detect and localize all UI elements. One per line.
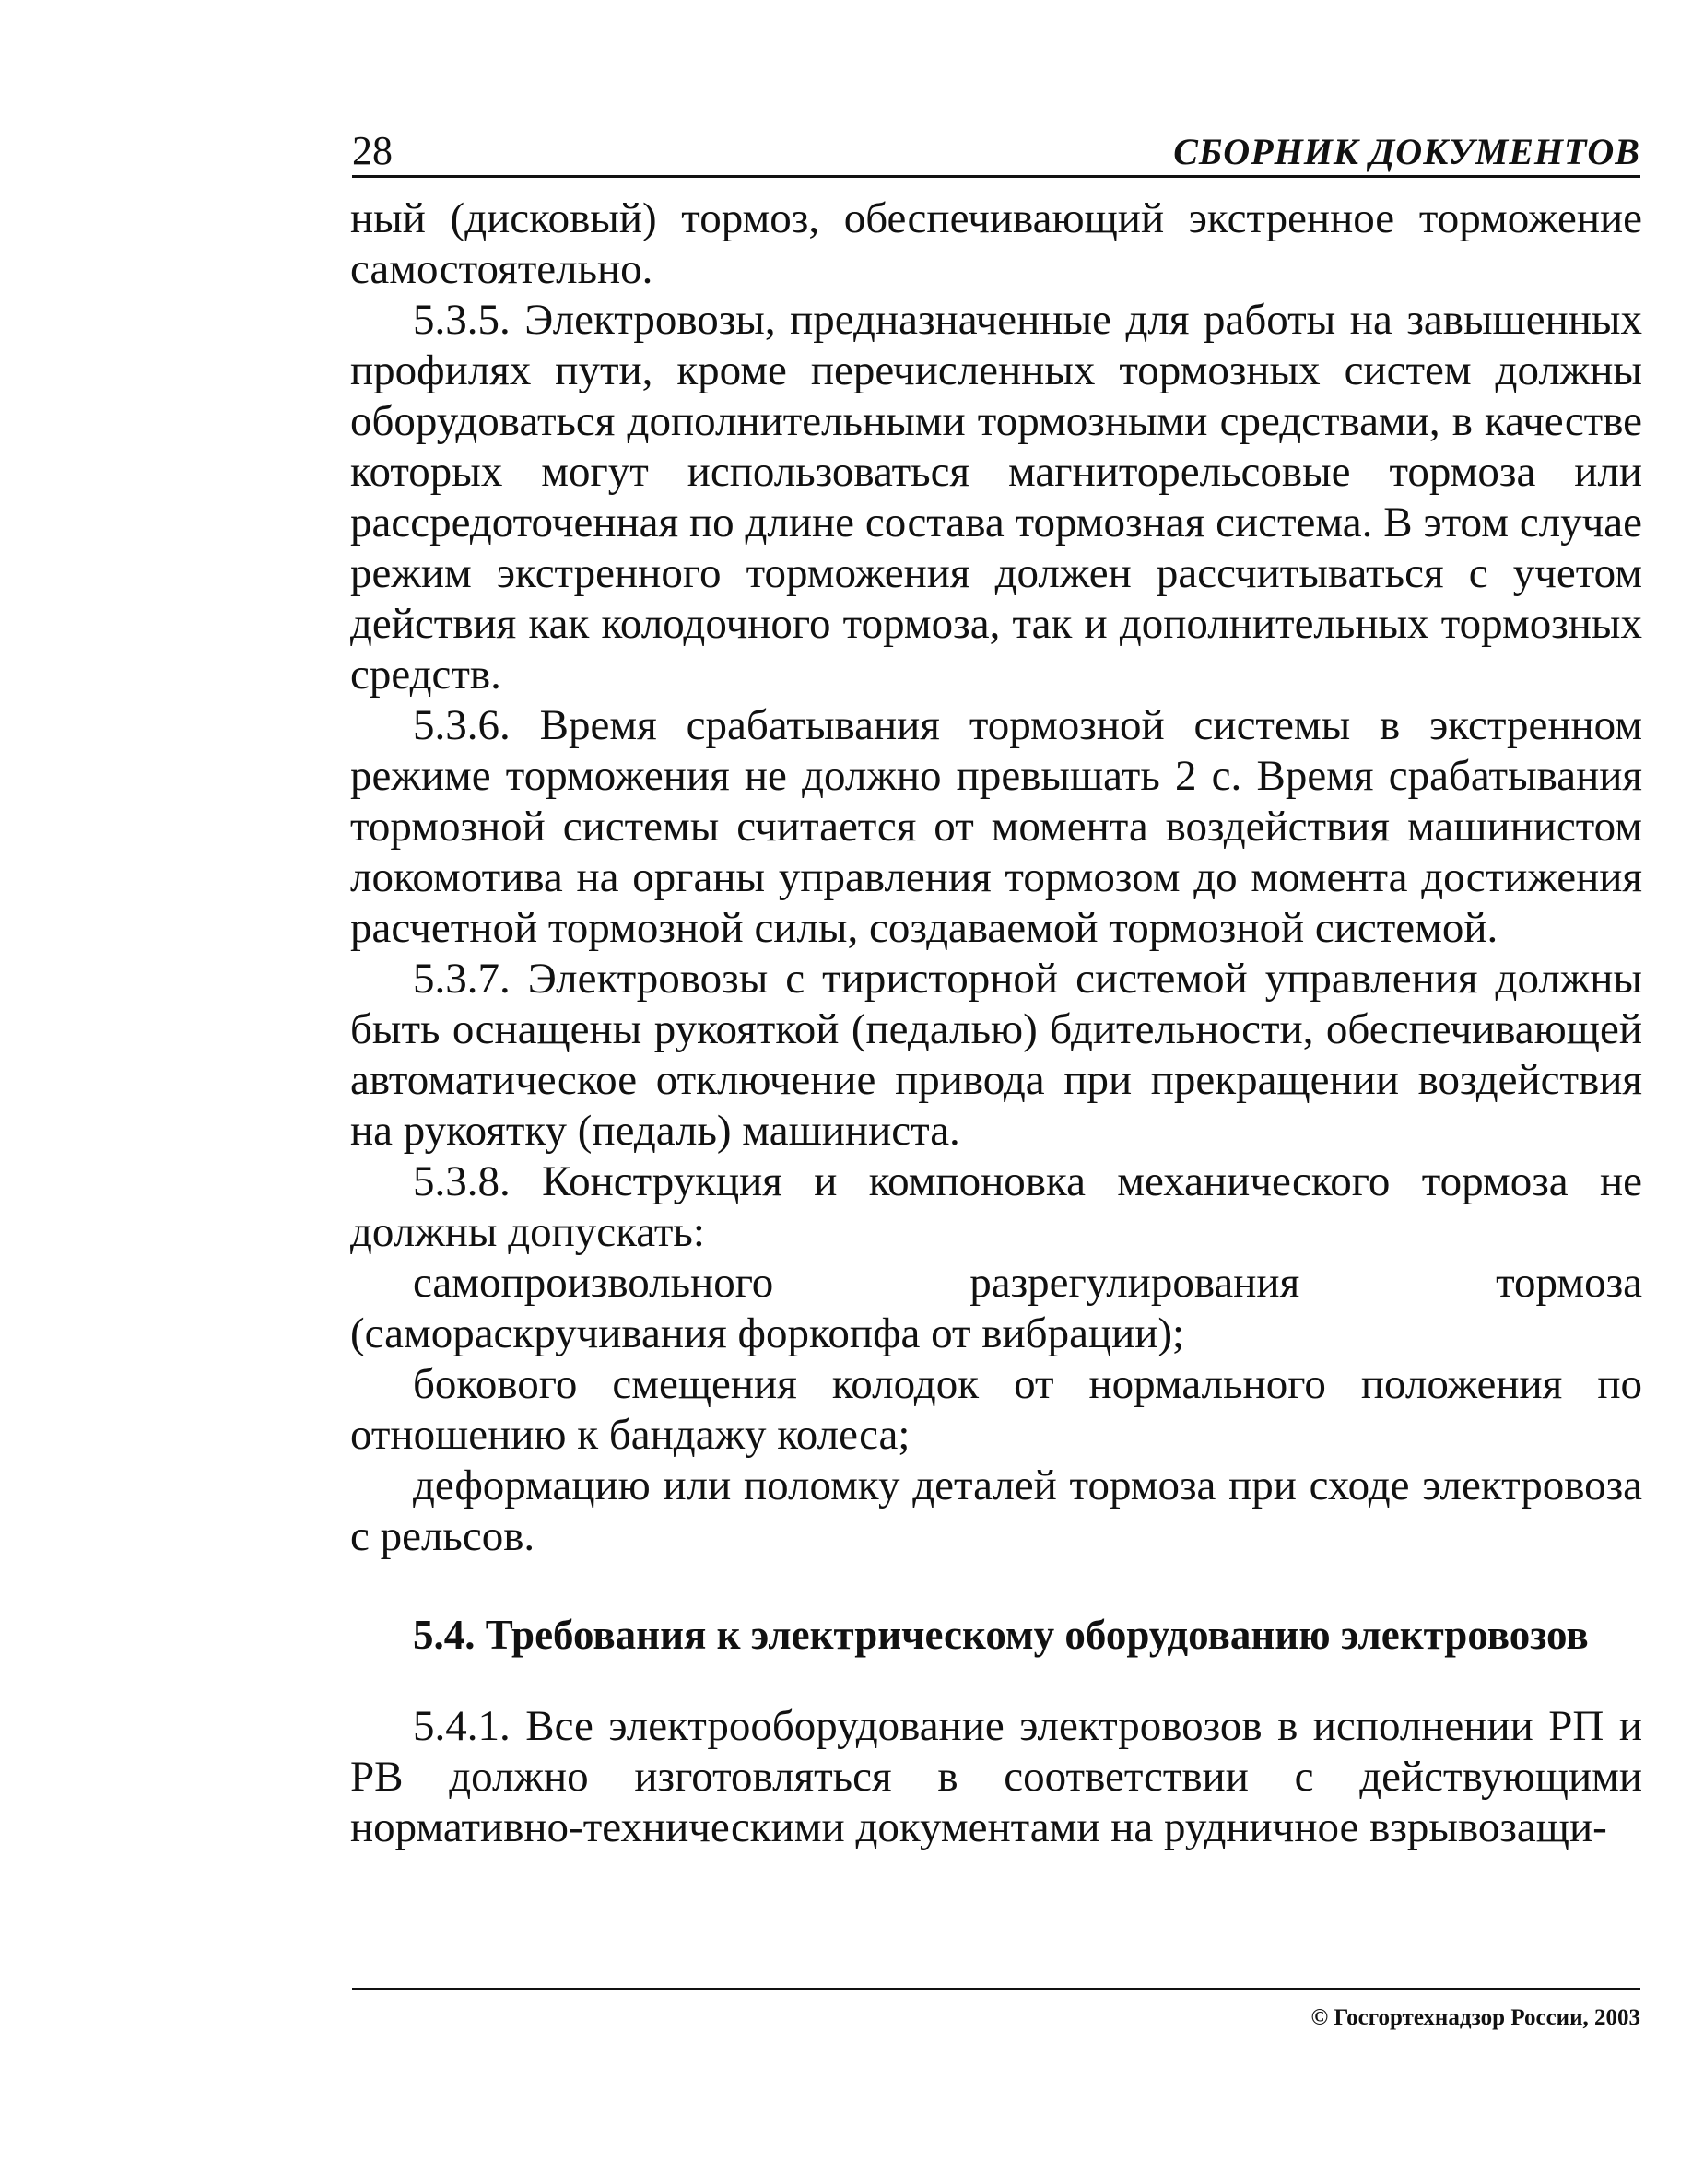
list-item: бокового смещения колодок от нормального положения по отношению к бандажу колеса;	[350, 1360, 1642, 1459]
paragraph-5-3-8: 5.3.8. Конструкция и компоновка механического тормоза не должны допускать:	[350, 1157, 1642, 1256]
paragraph-continuation: ный (дисковый) тормоз, обеспечивающий экстренное торможение самостоятельно.	[350, 194, 1642, 293]
list-item: деформацию или поломку деталей тормоза при сходе электровоза с рельсов.	[350, 1462, 1642, 1560]
section-heading-5-4: 5.4. Требования к электрическому оборудованию электровозов	[413, 1612, 1589, 1658]
paragraph-5-3-5: 5.3.5. Электровозы, предназначенные для работы на завышенных профилях пути, кроме перечисленных тормозных систем должны оборудоваться дополнительными тормозными средствами, в качестве которых могут использоваться магниторельсовые тормоза или рассредоточенная по длине состава тормозная система. В этом случае режим экстренного торможения должен рассчитываться с учетом действия как колодочного тормоза, так и дополнительных тормозных средств.	[350, 296, 1642, 699]
collection-title: СБОРНИК ДОКУМЕНТОВ	[1173, 131, 1640, 172]
paragraph-5-3-6: 5.3.6. Время срабатывания тормозной системы в экстренном режиме торможения не должно превышать 2 с. Время срабатывания тормозной системы считается от момента воздействия машинистом локомотива на органы управления тормозом до момента достижения расчетной тормозной силы, создаваемой тормозной системой.	[350, 701, 1642, 952]
copyright-notice: © Госгортехнадзор России, 2003	[1310, 2005, 1640, 2030]
paragraph-5-4-1: 5.4.1. Все электрооборудование электровозов в исполнении РП и РВ должно изготовляться в соответствии с действующими нормативно-техническими документами на рудничное взрывозащи-	[350, 1702, 1642, 1851]
footer-rule	[352, 1988, 1640, 1990]
paragraph-5-3-7: 5.3.7. Электровозы с тиристорной системой управления должны быть оснащены рукояткой (педалью) бдительности, обеспечивающей автоматическое отключение привода при прекращении воздействия на рукоятку (педаль) машиниста.	[350, 955, 1642, 1155]
running-head	[352, 127, 1640, 178]
page-number: 28	[352, 128, 393, 173]
body-text	[350, 194, 1642, 1853]
list-item: самопроизвольного разрегулирования тормоза (самораскручивания форкопфа от вибрации);	[350, 1259, 1642, 1357]
